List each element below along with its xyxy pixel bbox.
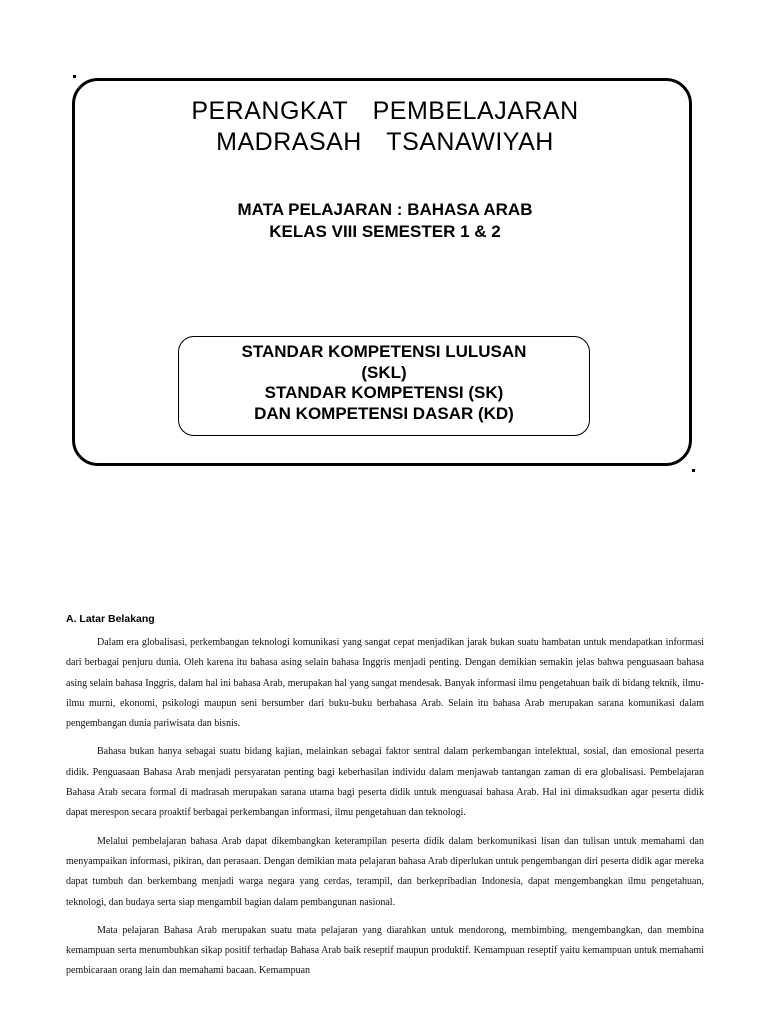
section-heading: A. Latar Belakang <box>66 613 155 625</box>
subject-line: MATA PELAJARAN : BAHASA ARAB <box>237 200 533 219</box>
standards-text <box>178 342 590 424</box>
section-body <box>66 633 704 990</box>
body-paragraph: Melalui pembelajaran bahasa Arab dapat dikembangkan keterampilan peserta didik dalam berkomunikasi lisan dan tulisan untuk memahami dan menyampaikan informasi, pikiran, dan perasaan. Dengan demikian mata pelajaran bahasa Arab diperlukan untuk pengembangan diri peserta didik agar mereka dapat tumbuh dan berkembang menjadi warga negara yang cerdas, terampil, dan berkepribadian Indonesia, dapat mengembangkan ilmu pengetahuan, teknologi, dan budaya serta siap mengambil bagian dalam pembangunan nasional. <box>66 835 704 908</box>
corner-mark <box>692 469 695 472</box>
cover-title-line: MADRASAH TSANAWIYAH <box>216 128 554 156</box>
corner-mark <box>73 75 76 78</box>
standards-line: STANDAR KOMPETENSI (SK) <box>264 383 504 402</box>
cover-title-line: PERANGKAT PEMBELAJARAN <box>191 97 579 125</box>
standards-line: DAN KOMPETENSI DASAR (KD) <box>254 403 514 423</box>
subject-block <box>72 199 698 243</box>
grade-semester-line: KELAS VIII SEMESTER 1 & 2 <box>269 222 501 241</box>
body-paragraph: Dalam era globalisasi, perkembangan teknologi komunikasi yang sangat cepat menjadikan jarak bukan suatu hambatan untuk mendapatkan informasi dari berbagai penjuru dunia. Oleh karena itu bahasa asing selain bahasa Inggris menjadi penting. Dengan demikian semakin jelas bahwa penguasaan bahasa asing selain bahasa Inggris, dalam hal ini bahasa Arab, merupakan hal yang sangat mendesak. Banyak informasi ilmu pengetahuan baik di bidang teknik, ilmu-ilmu murni, ekonomi, psikologi maupun seni bersumber dari buku-buku berbahasa Arab. Selain itu bahasa Arab merupakan sarana komunikasi dalam pengembangan dunia pariwisata dan bisnis. <box>66 637 704 730</box>
standards-line: (SKL) <box>361 362 407 382</box>
body-paragraph: Mata pelajaran Bahasa Arab merupakan suatu mata pelajaran yang diarahkan untuk mendorong, membimbing, mengembangkan, dan membina kemampuan serta menumbuhkan sikap positif terhadap Bahasa Arab baik reseptif maupun produktif. Kemampuan reseptif yaitu kemampuan untuk memahami pembicaraan orang lain dan memahami bacaan. Kemampuan <box>66 924 704 977</box>
standards-line: STANDAR KOMPETENSI LULUSAN <box>241 342 527 361</box>
cover-title <box>72 96 698 158</box>
body-paragraph: Bahasa bukan hanya sebagai suatu bidang kajian, melainkan sebagai faktor sentral dalam perkembangan intelektual, sosial, dan emosional peserta didik. Penguasaan Bahasa Arab menjadi persyaratan penting bagi keberhasilan individu dalam menjawab tantangan zaman di era globalisasi. Pembelajaran Bahasa Arab secara formal di madrasah merupakan sarana utama bagi peserta didik untuk menguasai bahasa Arab. Hal ini dimaksudkan agar peserta didik dapat merespon secara proaktif berbagai perkembangan informasi, ilmu pengetahuan dan teknologi. <box>66 746 704 819</box>
